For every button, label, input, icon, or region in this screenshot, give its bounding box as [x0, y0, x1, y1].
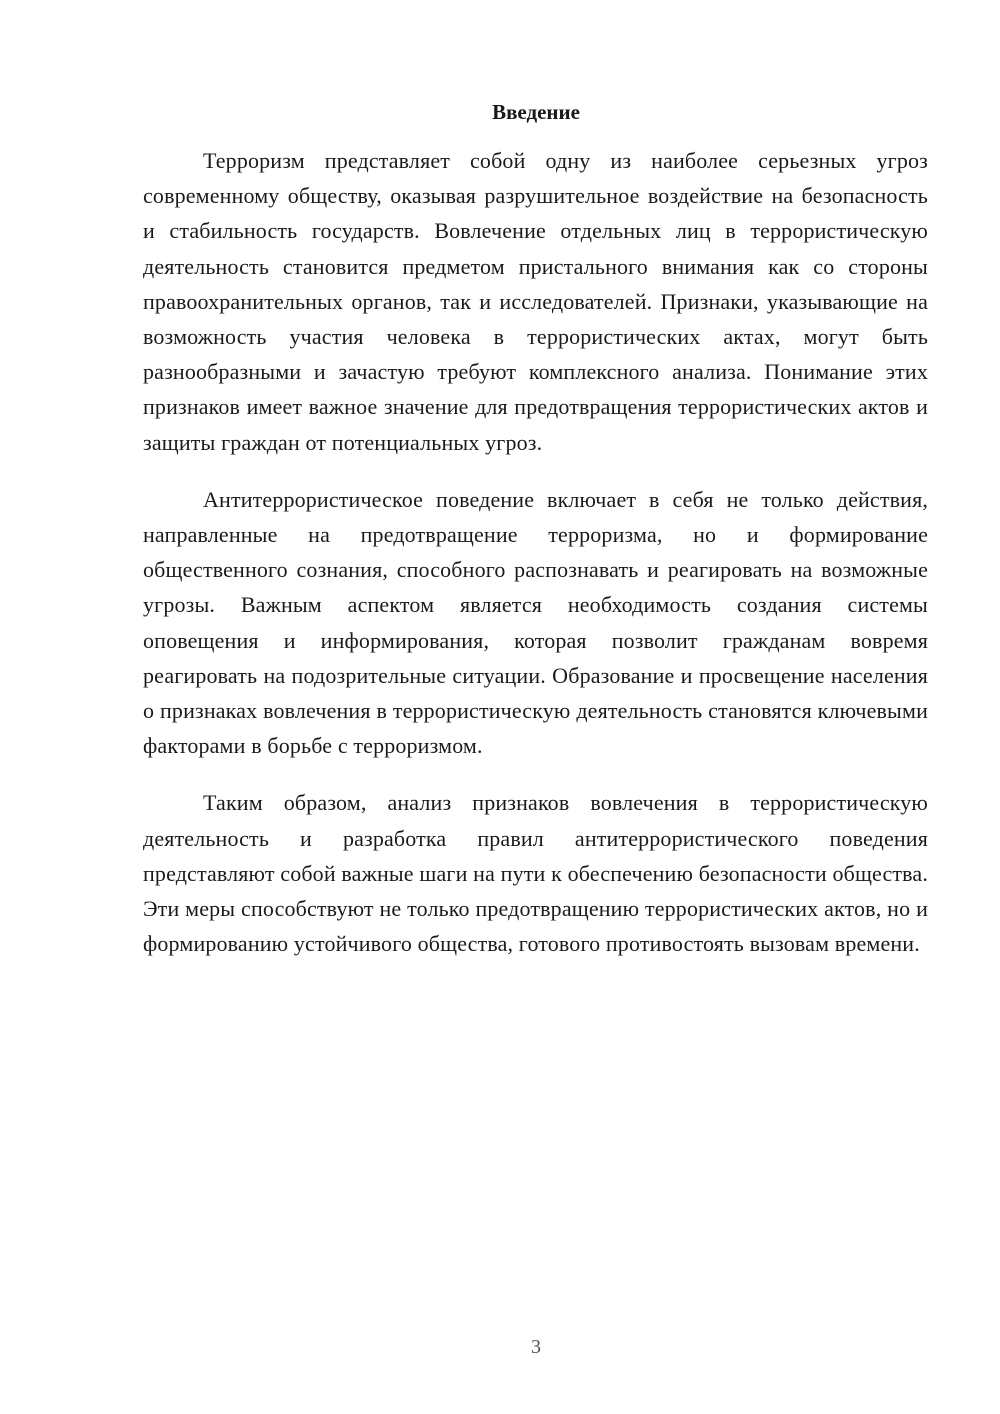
paragraph-2: Антитеррористическое поведение включает в себя не только действия, направленные на предотвращение терроризма, но и формирование общественного сознания, способного распознавать и реагировать на возможные угрозы. Важным аспектом является необходимость создания системы оповещения и информирования, которая позволит гражданам вовремя реагировать на подозрительные ситуации. Образование и просвещение населения о признаках вовлечения в террористическую деятельность становятся ключевыми факторами в борьбе с терроризмом.	[143, 486, 928, 759]
page-number: 3	[531, 1336, 541, 1358]
paragraph-1: Терроризм представляет собой одну из наиболее серьезных угроз современному обществу, оказывая разрушительное воздействие на безопасность и стабильность государств. Вовлечение отдельных лиц в террористическую деятельность становится предметом пристального внимания как со стороны правоохранительных органов, так и исследователей. Признаки, указывающие на возможность участия человека в террористических актах, могут быть разнообразными и зачастую требуют комплексного анализа. Понимание этих признаков имеет важное значение для предотвращения террористических актов и защиты граждан от потенциальных угроз.	[143, 148, 928, 455]
section-title: Введение	[492, 100, 580, 124]
document-body	[143, 143, 928, 983]
paragraph-3: Таким образом, анализ признаков вовлечения в террористическую деятельность и разработка правил антитеррористического поведения представляют собой важные шаги на пути к обеспечению безопасности общества. Эти меры способствуют не только предотвращению террористических актов, но и формированию устойчивого общества, готового противостоять вызовам времени.	[143, 790, 928, 957]
